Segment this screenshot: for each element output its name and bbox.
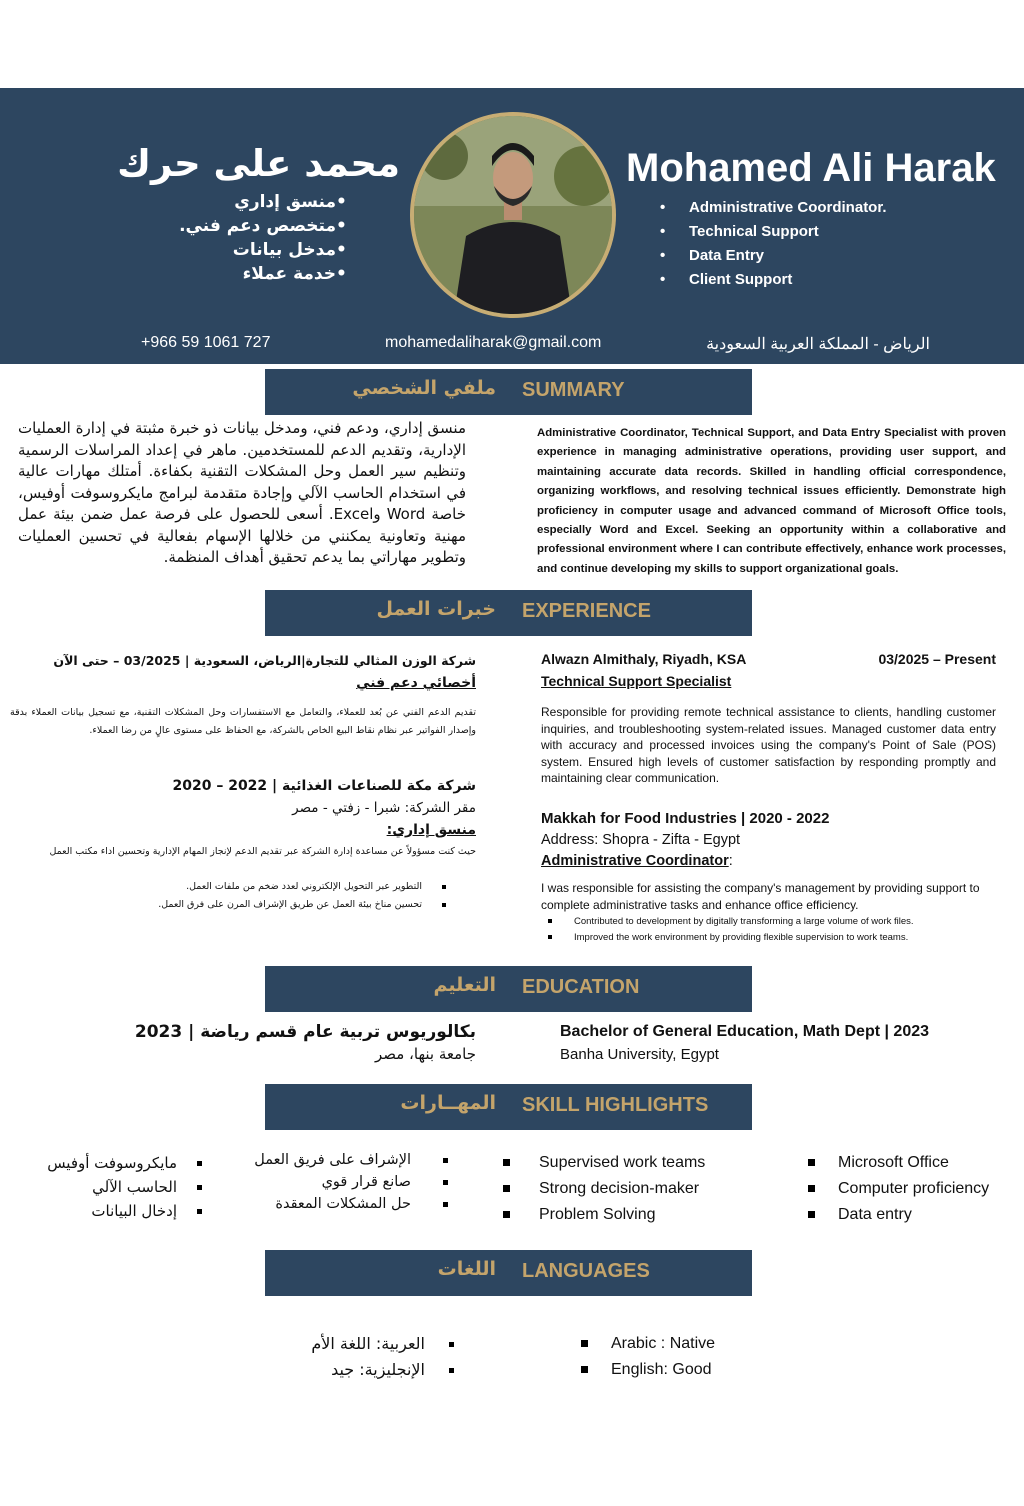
school-english: Banha University, Egypt: [560, 1046, 719, 1063]
role-item: • خدمة عملاء: [150, 262, 362, 286]
job2-role-arabic: منسق إداري:: [386, 822, 476, 838]
job1-date: 03/2025 – Present: [878, 651, 996, 667]
email-address[interactable]: mohamedaliharak@gmail.com: [385, 334, 602, 351]
role-item: • Administrative Coordinator.: [660, 196, 887, 220]
job2-address-arabic: مقر الشركة: شبرا - زفتي - مصر: [292, 800, 476, 816]
bullet-item: التطوير عبر التحويل الإلكتروني لعدد ضخم من ملفات العمل.: [186, 881, 422, 892]
section-title-en: EDUCATION: [522, 976, 640, 998]
roles-english: [660, 196, 887, 292]
job2-role-colon: :: [728, 853, 733, 869]
skill-item: Data entry: [838, 1206, 912, 1223]
role-item: • Technical Support: [660, 220, 887, 244]
section-title-en: SKILL HIGHLIGHTS: [522, 1094, 709, 1116]
section-title-en: LANGUAGES: [522, 1260, 650, 1282]
skill-item: الإشراف على فريق العمل: [254, 1152, 411, 1168]
name-english: Mohamed Ali Harak: [626, 146, 996, 190]
languages-arabic: [230, 1331, 454, 1383]
bullet-item: تحسين مناخ بيئة العمل عن طريق الإشراف المرن على فرق العمل.: [158, 899, 422, 910]
job1-company: Alwazn Almithaly, Riyadh, KSA: [541, 651, 747, 667]
language-item: الإنجليزية: جيد: [331, 1360, 425, 1379]
section-title-en: SUMMARY: [522, 379, 625, 401]
profile-photo: [414, 116, 612, 314]
skill-item: مايكروسوفت أوفيس: [47, 1154, 177, 1172]
job2-address: Address: Shopra - Zifta - Egypt: [541, 832, 741, 848]
summary-section-bar: [265, 369, 752, 415]
job1-role-arabic: أخصائي دعم فني: [356, 675, 476, 691]
job1-description: Responsible for providing remote technical assistance to clients, handling customer inquiries, and troubleshooting system-related issues. Managed customer data entry with accuracy and processed invoices using the company's Point of Sale (POS) system. Ensured high levels of customer satisfaction by responding promptly and maintaining clear communication.: [541, 705, 996, 785]
job2-heading-arabic: شركة مكة للصناعات الغذائية | 2022 – 2020: [172, 778, 476, 794]
section-title-ar: خبرات العمل: [376, 598, 496, 620]
location: الرياض - المملكة العربية السعودية: [706, 336, 930, 353]
degree-arabic: بكالوريوس تربية عام قسم رياضة | 2023: [134, 1022, 476, 1042]
skills-col1-english: [503, 1150, 705, 1228]
job2-heading: Makkah for Food Industries | 2020 - 2022: [541, 810, 830, 827]
person-icon: [414, 116, 612, 314]
section-title-ar: ملفي الشخصي: [352, 377, 496, 399]
skill-item: Computer proficiency: [838, 1180, 990, 1197]
degree-english: Bachelor of General Education, Math Dept | 2023: [560, 1023, 930, 1040]
section-title-ar: اللغات: [437, 1258, 496, 1280]
job1-description-arabic: تقديم الدعم الفني عن بُعد للعملاء، والتعامل مع الاستفسارات وحل المشكلات التقنية، مع تسجيل بيانات العملاء بدقة وإصدار الفواتير عبر نظام نقاط البيع الخاص بالشركة، مع الحفاظ على مستوى عالٍ من رضا العملاء.: [10, 707, 476, 736]
language-item: English: Good: [611, 1361, 712, 1378]
job2-description: I was responsible for assisting the company's management by providing support to complete administrative tasks and enhance office efficiency.: [541, 881, 980, 912]
job1-heading-arabic: شركة الوزن المثالي للتجارة|الرياض، السعودية | 03/2025 – حتى الآن: [53, 653, 476, 668]
skills-col2-arabic: [30, 1151, 202, 1223]
school-arabic: جامعة بنها، مصر: [374, 1045, 476, 1063]
skills-col2-english: [808, 1150, 989, 1228]
skill-item: Problem Solving: [539, 1206, 656, 1223]
role-item: • Data Entry: [660, 244, 887, 268]
phone-number[interactable]: +966 59 1061 727: [141, 334, 271, 351]
job2-bullets-arabic: [100, 878, 446, 914]
job2-description-arabic: حيث كنت مسؤولاً عن مساعدة إدارة الشركة عبر تقديم الدعم لإنجاز المهام الإدارية وتحسين اداء مكتب العمل: [49, 846, 476, 857]
bullet-item: Improved the work environment by providing flexible supervision to work teams.: [574, 932, 909, 943]
skill-item: حل المشكلات المعقدة: [275, 1196, 411, 1212]
job1-role: Technical Support Specialist: [541, 673, 732, 689]
language-item: العربية: اللغة الأم: [311, 1334, 425, 1353]
skill-item: إدخال البيانات: [91, 1202, 177, 1220]
summary-text-english: Administrative Coordinator, Technical Support, and Data Entry Specialist with proven experience in managing administrative operations, providing user support, and maintaining accurate data records. Skilled in handling official correspondence, organizing workflows, and resolving technical issues efficiently. Demonstrate high proficiency in computer usage and advanced command of Microsoft Office tools, especially Word and Excel. Seeking an opportunity within a collaborative and professional environment where I can contribute effectively, enhance work processes, and continue developing my skills to support organizational goals.: [537, 427, 1006, 575]
experience-section-bar: [265, 590, 752, 636]
skill-item: الحاسب الآلي: [92, 1178, 177, 1196]
section-title-ar: المهــارات: [400, 1092, 496, 1114]
skill-item: Strong decision-maker: [539, 1180, 700, 1197]
education-section-bar: [265, 966, 752, 1012]
language-item: Arabic : Native: [611, 1335, 716, 1352]
summary-text-arabic: منسق إداري، ودعم فني، ومدخل بيانات ذو خبرة مثبتة في إدارة العمليات الإدارية، وتقديم الدعم للمستخدمين. ماهر في إعداد المراسلات الرسمية وتنظيم سير العمل وحل المشكلات التقنية بكفاءة. أمتلك مهارات عالية في استخدام الحاسب الآلي وإجادة متقدمة لبرامج مايكروسوفت أوفيس، خاصة Word وExcel. أسعى للحصول على فرصة عمل ضمن بيئة عمل مهنية وتعاونية يمكنني من خلالها الإسهام بفعالية في تحسين العمليات وتطوير مهاراتي بما يدعم تحقيق أهداف المنظمة.: [18, 419, 467, 566]
role-item: • منسق إداري: [150, 190, 362, 214]
name-arabic: محمد على حرك: [117, 142, 400, 185]
skills-section-bar: [265, 1084, 752, 1130]
skill-item: صانع قرار قوي: [321, 1174, 411, 1190]
section-title-ar: التعليم: [433, 974, 496, 996]
job1-heading: [541, 651, 996, 667]
skills-col1-arabic: [230, 1149, 448, 1215]
job2-bullets: [548, 914, 1008, 946]
role-item: • مدخل بيانات: [150, 238, 362, 262]
skill-item: Microsoft Office: [838, 1154, 949, 1171]
languages-section-bar: [265, 1250, 752, 1296]
job2-role-line: [541, 853, 733, 869]
job2-role: Administrative Coordinator: [541, 853, 729, 869]
skill-item: Supervised work teams: [539, 1154, 706, 1171]
role-item: • متخصص دعم فني.: [150, 214, 362, 238]
roles-arabic: [150, 190, 362, 286]
languages-english: [581, 1331, 715, 1383]
section-title-en: EXPERIENCE: [522, 600, 651, 622]
bullet-item: Contributed to development by digitally transforming a large volume of work files.: [574, 916, 914, 927]
role-item: • Client Support: [660, 268, 887, 292]
